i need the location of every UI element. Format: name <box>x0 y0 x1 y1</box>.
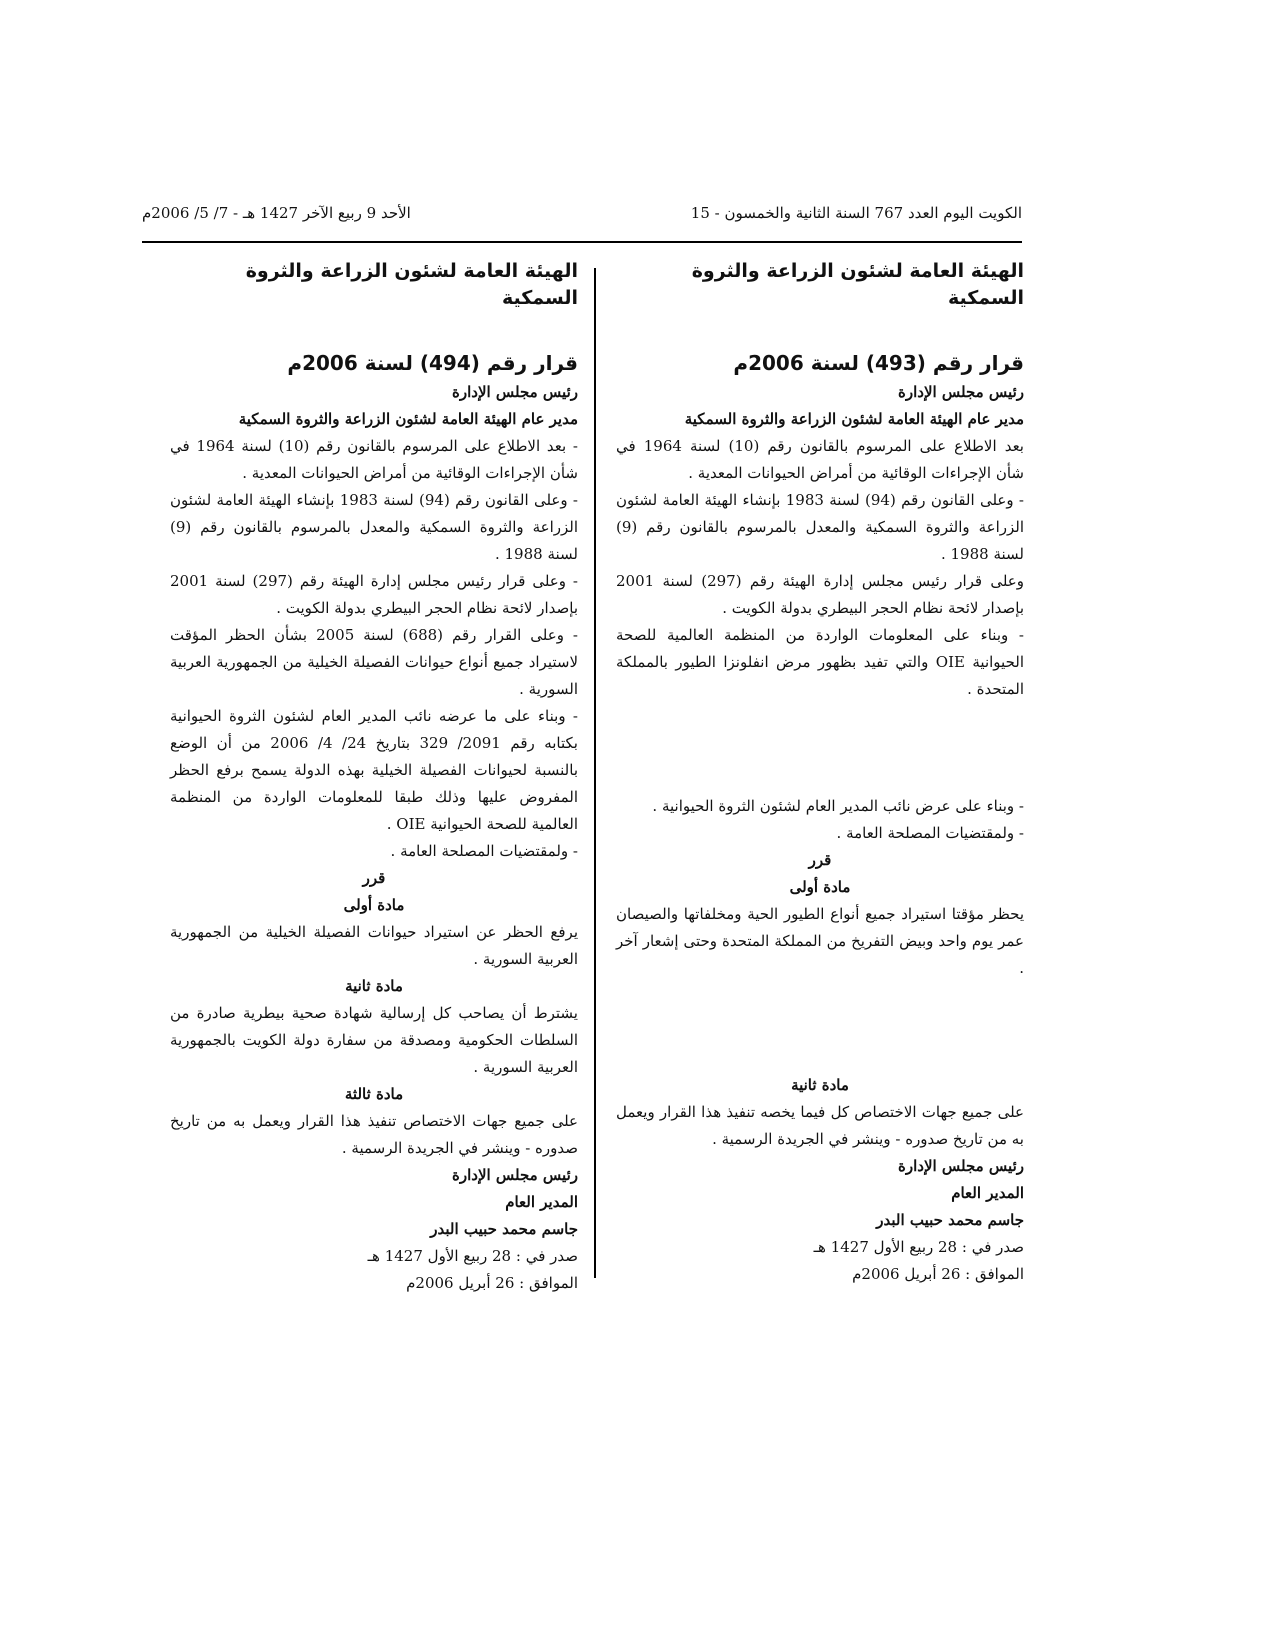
issued-date-hijri: صدر في : 28 ربيع الأول 1427 هـ <box>813 1238 1024 1256</box>
preamble-3: وعلى قرار رئيس مجلس إدارة الهيئة رقم (297) لسنة 2001 بإصدار لائحة نظام الحجر البيطري بدولة الكويت . <box>616 572 1024 617</box>
article-2-title: مادة ثانية <box>791 1076 849 1094</box>
issuer-director: مدير عام الهيئة العامة لشئون الزراعة والثروة السمكية <box>238 410 578 428</box>
preamble-6: - ولمقتضيات المصلحة العامة . <box>390 842 578 860</box>
signature-name: جاسم محمد حبيب البدر <box>430 1220 578 1238</box>
issuer-chairman: رئيس مجلس الإدارة <box>898 383 1024 401</box>
issued-date-hijri: صدر في : 28 ربيع الأول 1427 هـ <box>367 1247 578 1265</box>
decided-heading: قرر <box>808 851 832 869</box>
preamble-2: - وعلى القانون رقم (94) لسنة 1983 بإنشاء الهيئة العامة لشئون الزراعة والثروة السمكية والمعدل بالمرسوم بالقانون رقم (9) لسنة 1988 . <box>170 491 578 563</box>
article-2-text: يشترط أن يصاحب كل إرسالية شهادة صحية بيطرية صادرة من السلطات الحكومية ومصدقة من سفارة دولة الكويت بالجمهورية العربية السورية . <box>170 1004 578 1076</box>
signature-director: المدير العام <box>951 1184 1024 1202</box>
preamble-5: - وبناء على ما عرضه نائب المدير العام لشئون الثروة الحيوانية بكتابه رقم 2091/ 329 بتاريخ 24/ 4/ 2006 من أن الوضع بالنسبة لحيوانات الفصيلة الخيلية بهذه الدولة يسمح برفع الحظر المفروض عليها وذلك طبقا للمعلومات الواردة من المنظمة العالمية للصحة الحيوانية OIE . <box>170 707 578 833</box>
header-issue-info: الكويت اليوم العدد 767 السنة الثانية والخمسون - 15 <box>690 204 1022 222</box>
spacer <box>616 982 1024 1072</box>
preamble-5: - وبناء على عرض نائب المدير العام لشئون الثروة الحيوانية . <box>652 797 1024 815</box>
preamble-1: بعد الاطلاع على المرسوم بالقانون رقم (10) لسنة 1964 في شأن الإجراءات الوقائية من أمراض الحيوانات المعدية . <box>616 437 1024 482</box>
article-2-title: مادة ثانية <box>345 977 403 995</box>
preamble-4: - وبناء على المعلومات الواردة من المنظمة العالمية للصحة الحيوانية OIE والتي تفيد بظهور مرض انفلونزا الطيور بالمملكة المتحدة . <box>616 626 1024 698</box>
preamble-1: - بعد الاطلاع على المرسوم بالقانون رقم (10) لسنة 1964 في شأن الإجراءات الوقائية من أمراض الحيوانات المعدية . <box>170 437 578 482</box>
article-1-text: يحظر مؤقتا استيراد جميع أنواع الطيور الحية ومخلفاتها والصيصان عمر يوم واحد وبيض التفريخ من المملكة المتحدة وحتى إشعار آخر . <box>616 905 1024 977</box>
authority-heading: الهيئة العامة لشئون الزراعة والثروة السمكية <box>245 260 578 309</box>
issued-date-gregorian: الموافق : 26 أبريل 2006م <box>406 1274 578 1292</box>
column-divider <box>594 268 596 1278</box>
decree-title: قرار رقم (494) لسنة 2006م <box>287 351 578 375</box>
preamble-2: - وعلى القانون رقم (94) لسنة 1983 بإنشاء الهيئة العامة لشئون الزراعة والثروة السمكية والمعدل بالمرسوم بالقانون رقم (9) لسنة 1988 . <box>616 491 1024 563</box>
issued-date-gregorian: الموافق : 26 أبريل 2006م <box>852 1265 1024 1283</box>
spacer <box>616 703 1024 793</box>
header-rule <box>142 241 1022 243</box>
signature-chairman: رئيس مجلس الإدارة <box>452 1166 578 1184</box>
article-1-text: يرفع الحظر عن استيراد حيوانات الفصيلة الخيلية من الجمهورية العربية السورية . <box>170 923 578 968</box>
preamble-6: - ولمقتضيات المصلحة العامة . <box>836 824 1024 842</box>
article-2-text: على جميع جهات الاختصاص كل فيما يخصه تنفيذ هذا القرار ويعمل به من تاريخ صدوره - وينشر في الجريدة الرسمية . <box>616 1103 1024 1148</box>
issuer-chairman: رئيس مجلس الإدارة <box>452 383 578 401</box>
signature-name: جاسم محمد حبيب البدر <box>876 1211 1024 1229</box>
decree-493-column <box>616 258 1024 1288</box>
decided-heading: قرر <box>362 869 386 887</box>
signature-chairman: رئيس مجلس الإدارة <box>898 1157 1024 1175</box>
article-1-title: مادة أولى <box>343 896 405 914</box>
authority-heading: الهيئة العامة لشئون الزراعة والثروة السمكية <box>691 260 1024 309</box>
header-date: الأحد 9 ربيع الآخر 1427 هـ - 7/ 5/ 2006م <box>142 204 411 222</box>
article-3-text: على جميع جهات الاختصاص تنفيذ هذا القرار ويعمل به من تاريخ صدوره - وينشر في الجريدة الرسمية . <box>170 1112 578 1157</box>
issuer-director: مدير عام الهيئة العامة لشئون الزراعة والثروة السمكية <box>684 410 1024 428</box>
preamble-3: - وعلى قرار رئيس مجلس إدارة الهيئة رقم (297) لسنة 2001 بإصدار لائحة نظام الحجر البيطري بدولة الكويت . <box>170 572 578 617</box>
article-1-title: مادة أولى <box>789 878 851 896</box>
article-3-title: مادة ثالثة <box>344 1085 404 1103</box>
preamble-4: - وعلى القرار رقم (688) لسنة 2005 بشأن الحظر المؤقت لاستيراد جميع أنواع حيوانات الفصيلة الخيلية من الجمهورية العربية السورية . <box>170 626 578 698</box>
decree-title: قرار رقم (493) لسنة 2006م <box>733 351 1024 375</box>
page-header <box>142 196 1022 236</box>
decree-494-column <box>170 258 578 1297</box>
signature-director: المدير العام <box>505 1193 578 1211</box>
